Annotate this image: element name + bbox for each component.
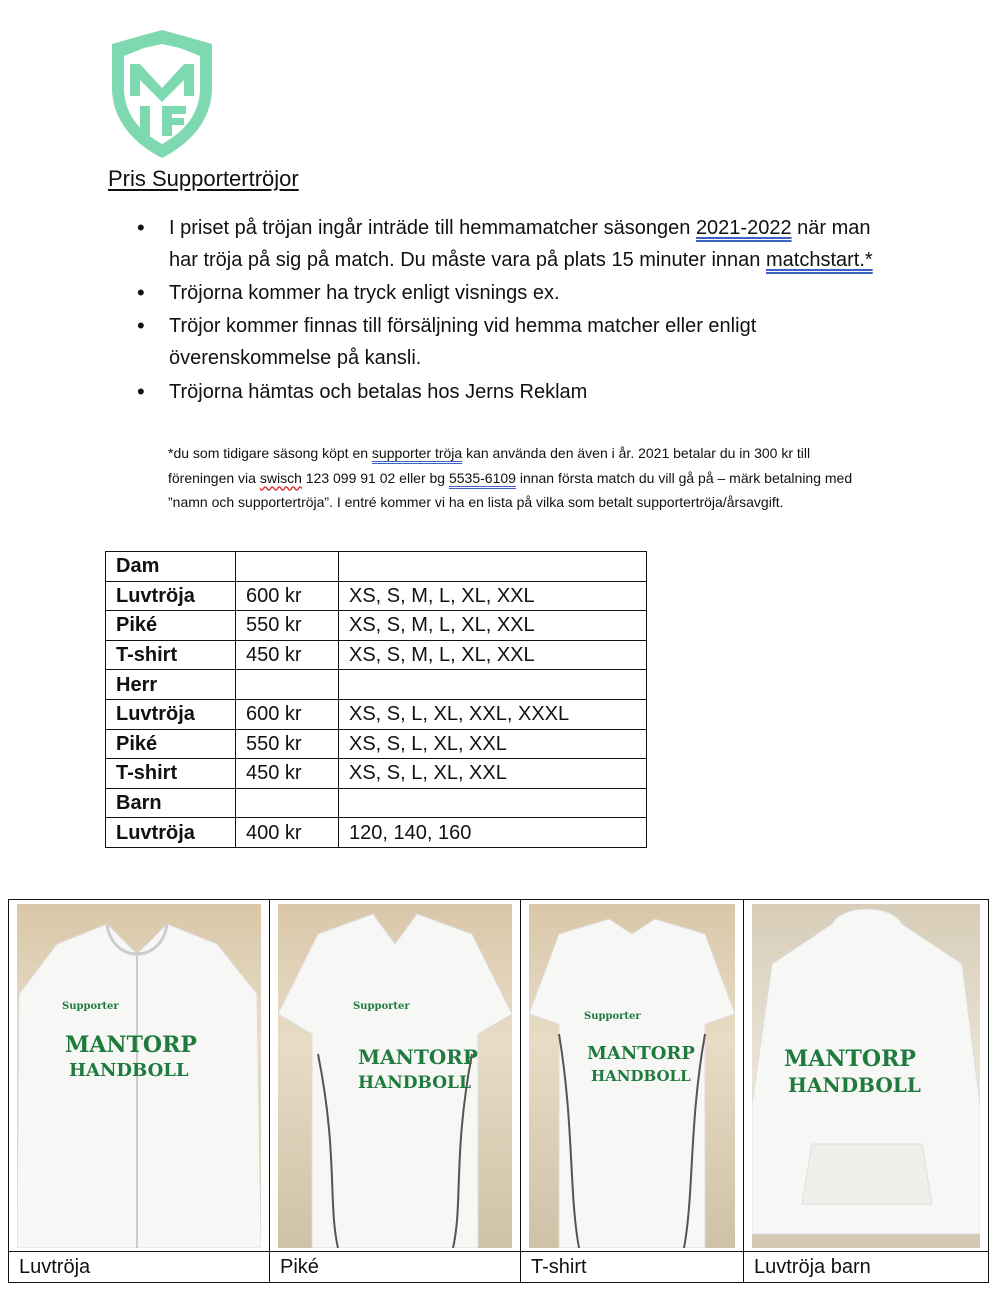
- page-title: Pris Supportertröjor: [108, 166, 299, 191]
- product-cell: Dam: [106, 552, 236, 582]
- svg-text:Supporter: Supporter: [353, 1001, 410, 1012]
- sizes-cell: XS, S, M, L, XL, XXL: [339, 611, 647, 641]
- product-cell: T-shirt: [106, 640, 236, 670]
- sizes-cell: XS, S, L, XL, XXL: [339, 729, 647, 759]
- product-cell: Piké: [106, 611, 236, 641]
- gallery-item: [270, 900, 521, 1282]
- svg-text:MANTORP: MANTORP: [358, 1045, 478, 1069]
- table-row: [106, 759, 647, 789]
- list-item: • Tröjorna kommer ha tryck enligt visnings ex.: [140, 277, 880, 309]
- product-cell: T-shirt: [106, 759, 236, 789]
- sizes-cell: XS, S, M, L, XL, XXL: [339, 640, 647, 670]
- svg-text:HANDBOLL: HANDBOLL: [69, 1060, 189, 1081]
- product-cell: Herr: [106, 670, 236, 700]
- table-row: [106, 788, 647, 818]
- table-row: [106, 699, 647, 729]
- product-cell: Luvtröja: [106, 818, 236, 848]
- price-cell: [236, 552, 339, 582]
- info-list: [140, 212, 880, 409]
- table-row: [106, 611, 647, 641]
- product-cell: Luvtröja: [106, 581, 236, 611]
- svg-text:MANTORP: MANTORP: [587, 1043, 695, 1064]
- table-row: [106, 670, 647, 700]
- svg-text:HANDBOLL: HANDBOLL: [788, 1073, 921, 1097]
- sizes-cell: 120, 140, 160: [339, 818, 647, 848]
- gallery-caption: Luvtröja barn: [744, 1251, 988, 1282]
- price-cell: 400 kr: [236, 818, 339, 848]
- price-cell: 600 kr: [236, 699, 339, 729]
- product-cell: Luvtröja: [106, 699, 236, 729]
- polo-photo: [278, 904, 512, 1248]
- gallery-item: [9, 900, 270, 1282]
- sizes-cell: XS, S, L, XL, XXL: [339, 759, 647, 789]
- table-row: [106, 729, 647, 759]
- gallery-item: [744, 900, 988, 1282]
- gallery-caption: T-shirt: [521, 1251, 743, 1282]
- price-cell: [236, 788, 339, 818]
- club-logo: [106, 30, 218, 160]
- hoodie-photo: [17, 904, 261, 1248]
- price-cell: 450 kr: [236, 759, 339, 789]
- svg-text:HANDBOLL: HANDBOLL: [591, 1067, 691, 1085]
- sizes-cell: XS, S, L, XL, XXL, XXXL: [339, 699, 647, 729]
- gallery-caption: Piké: [270, 1251, 520, 1282]
- sizes-cell: [339, 670, 647, 700]
- footnote: *du som tidigare säsong köpt en supporter tröja kan använda den även i år. 2021 betalar du in 300 kr till föreningen via swisch 123 099 91 02 eller bg 5535-6109 innan första match du vill gå på – märk betalning med ”namn och supportertröja”. I entré kommer vi ha en lista på vilka som betalt supportertröja/årsavgift.: [168, 445, 853, 510]
- price-cell: 600 kr: [236, 581, 339, 611]
- svg-text:Supporter: Supporter: [62, 1001, 119, 1012]
- svg-text:MANTORP: MANTORP: [65, 1032, 197, 1058]
- price-cell: 550 kr: [236, 729, 339, 759]
- table-row: [106, 640, 647, 670]
- svg-text:HANDBOLL: HANDBOLL: [358, 1073, 471, 1093]
- sizes-cell: [339, 788, 647, 818]
- sizes-cell: XS, S, M, L, XL, XXL: [339, 581, 647, 611]
- price-cell: 550 kr: [236, 611, 339, 641]
- list-item: • I priset på tröjan ingår inträde till hemmamatcher säsongen 2021-2022 när man har tröja på sig på match. Du måste vara på plats 15 minuter innan matchstart.*: [140, 212, 880, 276]
- product-gallery: [8, 899, 989, 1283]
- kids-hoodie-photo: [752, 904, 980, 1248]
- svg-text:MANTORP: MANTORP: [784, 1046, 916, 1072]
- table-row: [106, 581, 647, 611]
- list-item: • Tröjorna hämtas och betalas hos Jerns Reklam: [140, 376, 880, 408]
- price-table: [105, 551, 647, 848]
- product-cell: Barn: [106, 788, 236, 818]
- table-row: [106, 552, 647, 582]
- product-cell: Piké: [106, 729, 236, 759]
- list-item: • Tröjor kommer finnas till försäljning vid hemma matcher eller enligt överenskommelse på kansli.: [140, 310, 880, 374]
- svg-text:Supporter: Supporter: [584, 1011, 641, 1022]
- price-cell: [236, 670, 339, 700]
- tshirt-photo: [529, 904, 735, 1248]
- sizes-cell: [339, 552, 647, 582]
- gallery-item: [521, 900, 744, 1282]
- price-cell: 450 kr: [236, 640, 339, 670]
- gallery-caption: Luvtröja: [9, 1251, 269, 1282]
- table-row: [106, 818, 647, 848]
